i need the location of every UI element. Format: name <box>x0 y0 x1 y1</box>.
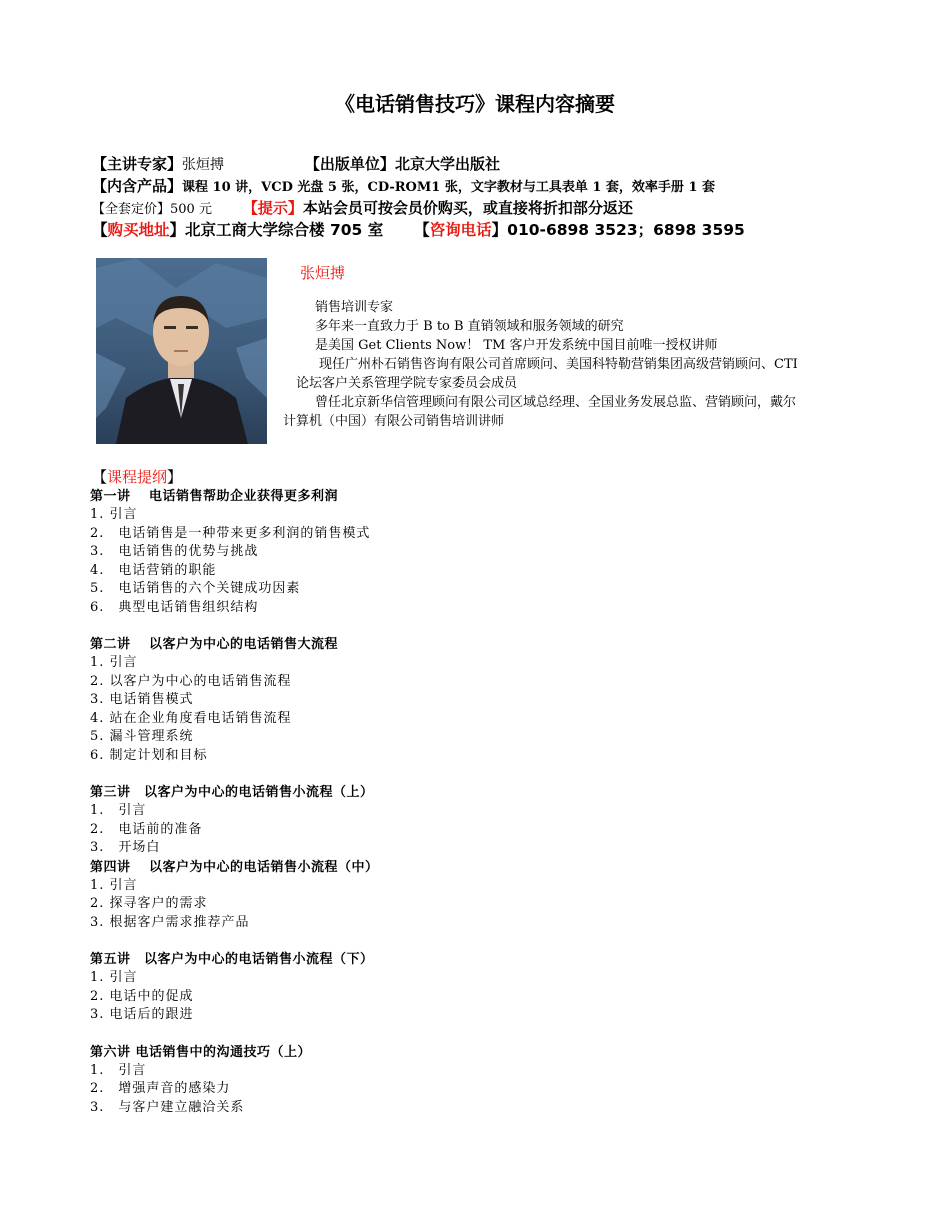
bio-line: 是美国 Get Clients Now！ TM 客户开发系统中国目前唯一授权讲师 <box>315 338 718 353</box>
phone-bracket-open: 【 <box>414 221 430 239</box>
bio-line: 销售培训专家 <box>315 300 394 315</box>
publisher-value: 北京大学出版社 <box>394 155 500 173</box>
list-item: 2. 增强声音的感染力 <box>90 1081 231 1096</box>
bio-line: 现任广州朴石销售咨询有限公司首席顾问、美国科特勒营销集团高级营销顾问、CTI <box>319 357 798 372</box>
list-item: 4. 站在企业角度看电话销售流程 <box>90 710 292 726</box>
bio-line: 论坛客户关系管理学院专家委员会成员 <box>296 376 518 391</box>
phone-label: 咨询电话 <box>429 221 492 239</box>
list-item: 1. 引言 <box>90 877 138 893</box>
phone-bracket-close: 】 <box>491 221 508 239</box>
address-label: 购买地址 <box>107 221 170 239</box>
list-item: 3. 电话销售的优势与挑战 <box>90 544 259 559</box>
expert-name: 张烜搏 <box>300 264 346 282</box>
list-item: 1. 引言 <box>90 970 138 985</box>
lecture-title: 第六讲 电话销售中的沟通技巧（上） <box>90 1044 312 1060</box>
list-item: 5. 电话销售的六个关键成功因素 <box>90 581 301 596</box>
list-item: 3. 与客户建立融洽关系 <box>90 1099 245 1115</box>
list-item: 6. 制定计划和目标 <box>90 747 208 763</box>
list-item: 3. 电话后的跟进 <box>90 1007 194 1022</box>
expert-bio <box>283 298 903 431</box>
page-title: 《电话销售技巧》课程内容摘要 <box>335 92 615 116</box>
list-item: 4. 电话营销的职能 <box>90 562 217 578</box>
phone-value: 010-6898 3523；6898 3595 <box>507 221 745 239</box>
bio-line: 曾任北京新华信管理顾问有限公司区域总经理、全国业务发展总监、营销顾问，戴尔 <box>315 395 797 410</box>
list-item: 3. 根据客户需求推荐产品 <box>90 914 250 930</box>
list-item: 1. 引言 <box>90 507 138 522</box>
expert-photo <box>96 258 267 444</box>
price-value: 500 元 <box>170 202 212 217</box>
list-item: 1. 引言 <box>90 1062 147 1078</box>
list-item: 1. 引言 <box>90 803 147 818</box>
course-info <box>92 153 912 241</box>
list-item: 2. 电话销售是一种带来更多利润的销售模式 <box>90 525 371 541</box>
address-value: 北京工商大学综合楼 705 室 <box>185 221 384 239</box>
list-item: 3. 开场白 <box>90 840 161 855</box>
info-line-content <box>92 175 912 197</box>
list-item: 1. 引言 <box>90 655 138 670</box>
list-item: 2. 电话中的促成 <box>90 988 194 1004</box>
price-label: 【全套定价】 <box>92 202 171 217</box>
list-item: 3. 电话销售模式 <box>90 692 194 707</box>
list-item: 6. 典型电话销售组织结构 <box>90 599 259 615</box>
lecture-title: 第五讲 以客户为中心的电话销售小流程（下） <box>90 952 374 967</box>
lecture-title: 第一讲 电话销售帮助企业获得更多利润 <box>90 489 339 504</box>
content-label: 【内含产品】 <box>92 177 183 195</box>
lecture-title: 第四讲 以客户为中心的电话销售小流程（中） <box>90 859 379 875</box>
expert-value: 张烜搏 <box>182 157 225 173</box>
info-line-address <box>92 219 912 241</box>
list-item: 2. 以客户为中心的电话销售流程 <box>90 673 292 689</box>
info-line-expert <box>92 153 912 175</box>
expert-label: 【主讲专家】 <box>92 155 183 173</box>
tip-label: 【提示】 <box>242 199 303 217</box>
bio-line: 多年来一直致力于 B to B 直销领域和服务领域的研究 <box>315 319 624 334</box>
bio-line: 计算机（中国）有限公司销售培训讲师 <box>283 414 505 429</box>
outline-bracket-close: 】 <box>167 468 183 486</box>
expert-portrait-illustration <box>96 258 267 444</box>
list-item: 2. 探寻客户的需求 <box>90 896 208 911</box>
info-line-price <box>92 197 912 219</box>
tip-value: 本站会员可按会员价购买，或直接将折扣部分返还 <box>302 199 633 217</box>
content-value: 课程 10 讲，VCD 光盘 5 张，CD-ROM1 张，文字教材与工具表单 1 套，效率手册 1 套 <box>182 180 716 195</box>
outline-bracket-open: 【 <box>92 468 108 486</box>
list-item: 5. 漏斗管理系统 <box>90 729 194 744</box>
address-bracket-close: 】 <box>169 221 186 239</box>
lecture-title: 第三讲 以客户为中心的电话销售小流程（上） <box>90 785 374 800</box>
lecture-title: 第二讲 以客户为中心的电话销售大流程 <box>90 637 339 652</box>
course-outline <box>90 487 910 1117</box>
publisher-label: 【出版单位】 <box>304 155 395 173</box>
outline-label: 课程提纲 <box>107 468 168 486</box>
list-item: 2. 电话前的准备 <box>90 821 203 837</box>
outline-heading <box>92 466 182 487</box>
address-bracket-open: 【 <box>92 221 108 239</box>
